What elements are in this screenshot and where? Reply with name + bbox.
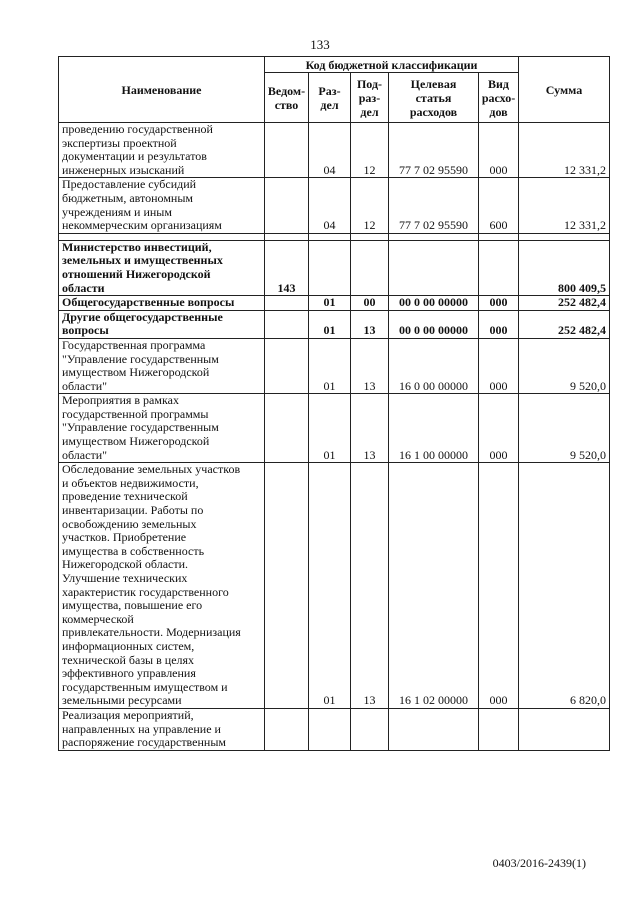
header-podrazdel: Под- раз- дел (351, 73, 389, 123)
table-row (59, 310, 610, 338)
table-row (59, 123, 610, 178)
row-vedomstvo (265, 310, 309, 338)
row-summa: 6 820,0 (519, 463, 610, 709)
row-celevaya-statya: 16 1 00 00000 (389, 394, 479, 463)
row-vid-raskhodov (479, 708, 519, 750)
header-razdel: Раз- дел (309, 73, 351, 123)
row-razdel (309, 708, 351, 750)
row-summa: 9 520,0 (519, 338, 610, 393)
row-celevaya-statya: 16 1 02 00000 (389, 463, 479, 709)
row-celevaya-statya: 16 0 00 00000 (389, 338, 479, 393)
row-razdel: 04 (309, 178, 351, 233)
row-podrazdel: 13 (351, 463, 389, 709)
row-podrazdel: 12 (351, 178, 389, 233)
row-razdel: 01 (309, 394, 351, 463)
budget-table (58, 56, 610, 751)
row-summa: 9 520,0 (519, 394, 610, 463)
row-name: Мероприятия в рамках государственной программы "Управление государственным имуществом Нижегородской области" (59, 394, 265, 463)
table-row (59, 463, 610, 709)
row-vid-raskhodov: 000 (479, 123, 519, 178)
row-summa: 12 331,2 (519, 178, 610, 233)
row-vid-raskhodov: 000 (479, 463, 519, 709)
row-vid-raskhodov: 000 (479, 310, 519, 338)
row-vid-raskhodov: 000 (479, 296, 519, 311)
row-razdel (309, 240, 351, 295)
table-row (59, 394, 610, 463)
row-celevaya-statya: 77 7 02 95590 (389, 123, 479, 178)
row-name: Общегосударственные вопросы (59, 296, 265, 311)
row-celevaya-statya: 77 7 02 95590 (389, 178, 479, 233)
table-row (59, 708, 610, 750)
row-vedomstvo: 143 (265, 240, 309, 295)
row-razdel: 01 (309, 296, 351, 311)
row-podrazdel: 12 (351, 123, 389, 178)
row-celevaya-statya (389, 240, 479, 295)
row-vedomstvo (265, 338, 309, 393)
row-podrazdel (351, 708, 389, 750)
row-vedomstvo (265, 708, 309, 750)
row-summa: 12 331,2 (519, 123, 610, 178)
header-name: Наименование (59, 57, 265, 123)
row-name: Предоставление субсидий бюджетным, автономным учреждениям и иным некоммерческим организациям (59, 178, 265, 233)
table-row (59, 338, 610, 393)
table-row (59, 240, 610, 295)
row-vedomstvo (265, 463, 309, 709)
row-podrazdel: 13 (351, 338, 389, 393)
row-vid-raskhodov: 000 (479, 394, 519, 463)
row-name: Другие общегосударственные вопросы (59, 310, 265, 338)
row-podrazdel: 13 (351, 310, 389, 338)
row-vid-raskhodov (479, 240, 519, 295)
header-vid-raskhodov: Вид расхо- дов (479, 73, 519, 123)
row-name: проведению государственной экспертизы проектной документации и результатов инженерных изысканий (59, 123, 265, 178)
row-celevaya-statya: 00 0 00 00000 (389, 296, 479, 311)
row-celevaya-statya (389, 708, 479, 750)
header-classification-group: Код бюджетной классификации (265, 57, 519, 73)
row-podrazdel: 13 (351, 394, 389, 463)
row-celevaya-statya: 00 0 00 00000 (389, 310, 479, 338)
document-code: 0403/2016-2439(1) (492, 856, 586, 870)
row-razdel: 01 (309, 338, 351, 393)
row-vid-raskhodov: 000 (479, 338, 519, 393)
row-podrazdel: 00 (351, 296, 389, 311)
row-podrazdel (351, 240, 389, 295)
row-razdel: 01 (309, 463, 351, 709)
row-vid-raskhodov: 600 (479, 178, 519, 233)
row-summa: 252 482,4 (519, 296, 610, 311)
row-summa (519, 708, 610, 750)
row-vedomstvo (265, 178, 309, 233)
header-vedomstvo: Ведом- ство (265, 73, 309, 123)
row-name: Министерство инвестиций, земельных и имущественных отношений Нижегородской области (59, 240, 265, 295)
row-name: Государственная программа "Управление государственным имуществом Нижегородской области" (59, 338, 265, 393)
row-name: Реализация мероприятий, направленных на управление и распоряжение государственным (59, 708, 265, 750)
row-vedomstvo (265, 394, 309, 463)
header-summa: Сумма (519, 57, 610, 123)
row-summa: 800 409,5 (519, 240, 610, 295)
row-summa: 252 482,4 (519, 310, 610, 338)
page-number: 133 (310, 37, 330, 52)
row-vedomstvo (265, 296, 309, 311)
table-row (59, 296, 610, 311)
header-celevaya-statya: Целевая статья расходов (389, 73, 479, 123)
row-razdel: 04 (309, 123, 351, 178)
row-name: Обследование земельных участков и объектов недвижимости, проведение технической инвентаризации. Работы по освобождению земельных участков. Приобретение имущества в собственность Нижегородской области. Улучшение технических характеристик государственного имущества, повышение его коммерческой привлекательности. Модернизация информационных систем, технической базы в целях эффективного управления государственным имуществом и земельными ресурсами (59, 463, 265, 709)
row-razdel: 01 (309, 310, 351, 338)
table-row (59, 178, 610, 233)
row-vedomstvo (265, 123, 309, 178)
